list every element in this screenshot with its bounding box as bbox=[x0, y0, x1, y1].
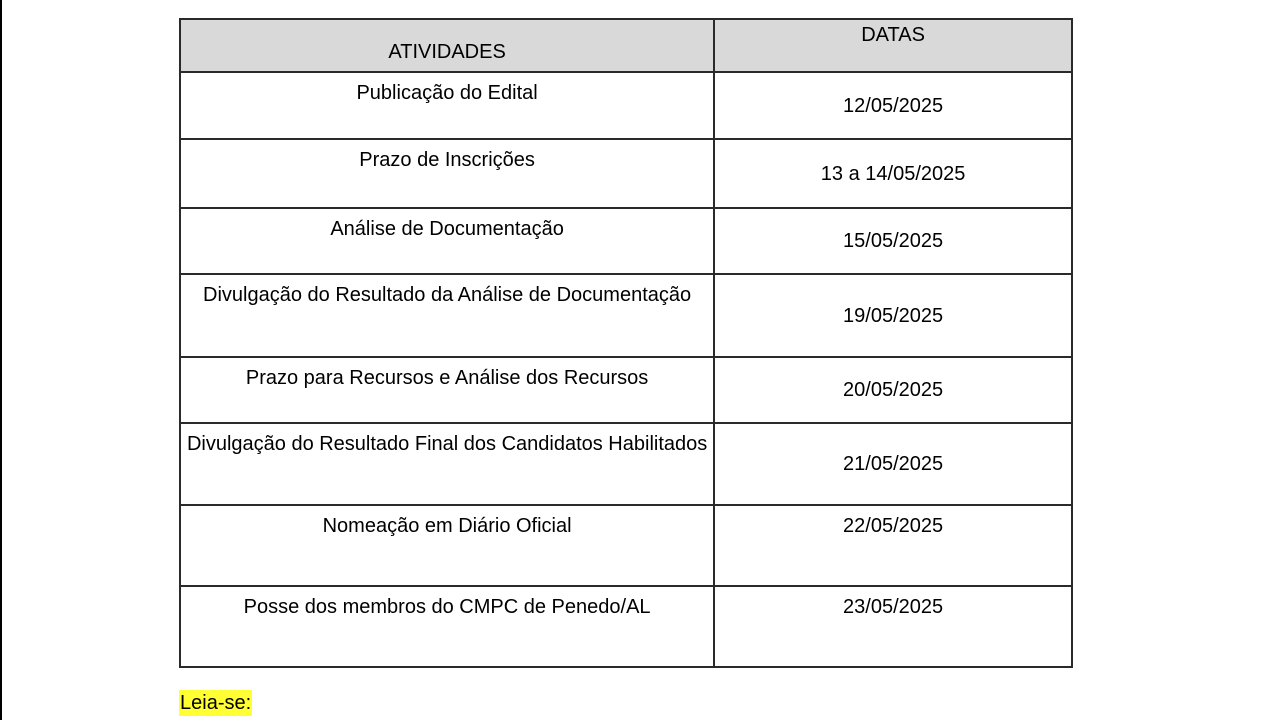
date-cell: 21/05/2025 bbox=[714, 423, 1072, 505]
date-cell: 20/05/2025 bbox=[714, 357, 1072, 423]
table-header-row bbox=[180, 19, 1072, 72]
date-cell: 22/05/2025 bbox=[714, 505, 1072, 586]
activity-cell: Divulgação do Resultado da Análise de Documentação bbox=[180, 274, 714, 357]
header-activities: ATIVIDADES bbox=[180, 19, 714, 72]
activity-cell: Posse dos membros do CMPC de Penedo/AL bbox=[180, 586, 714, 667]
header-dates: DATAS bbox=[714, 19, 1072, 72]
table-row bbox=[180, 72, 1072, 139]
activity-cell: Nomeação em Diário Oficial bbox=[180, 505, 714, 586]
table-row bbox=[180, 505, 1072, 586]
activity-cell: Prazo para Recursos e Análise dos Recursos bbox=[180, 357, 714, 423]
table-row bbox=[180, 139, 1072, 208]
activity-cell: Análise de Documentação bbox=[180, 208, 714, 274]
date-cell: 19/05/2025 bbox=[714, 274, 1072, 357]
schedule-table bbox=[179, 18, 1073, 668]
date-cell: 15/05/2025 bbox=[714, 208, 1072, 274]
date-cell: 12/05/2025 bbox=[714, 72, 1072, 139]
leia-se-label: Leia-se: bbox=[180, 692, 252, 714]
table-row bbox=[180, 208, 1072, 274]
activity-cell: Divulgação do Resultado Final dos Candidatos Habilitados bbox=[180, 423, 714, 505]
date-cell: 13 a 14/05/2025 bbox=[714, 139, 1072, 208]
page-left-border bbox=[0, 0, 2, 720]
table-row bbox=[180, 586, 1072, 667]
date-cell: 23/05/2025 bbox=[714, 586, 1072, 667]
table-row bbox=[180, 274, 1072, 357]
activity-cell: Prazo de Inscrições bbox=[180, 139, 714, 208]
table-row bbox=[180, 423, 1072, 505]
activity-cell: Publicação do Edital bbox=[180, 72, 714, 139]
table-row bbox=[180, 357, 1072, 423]
